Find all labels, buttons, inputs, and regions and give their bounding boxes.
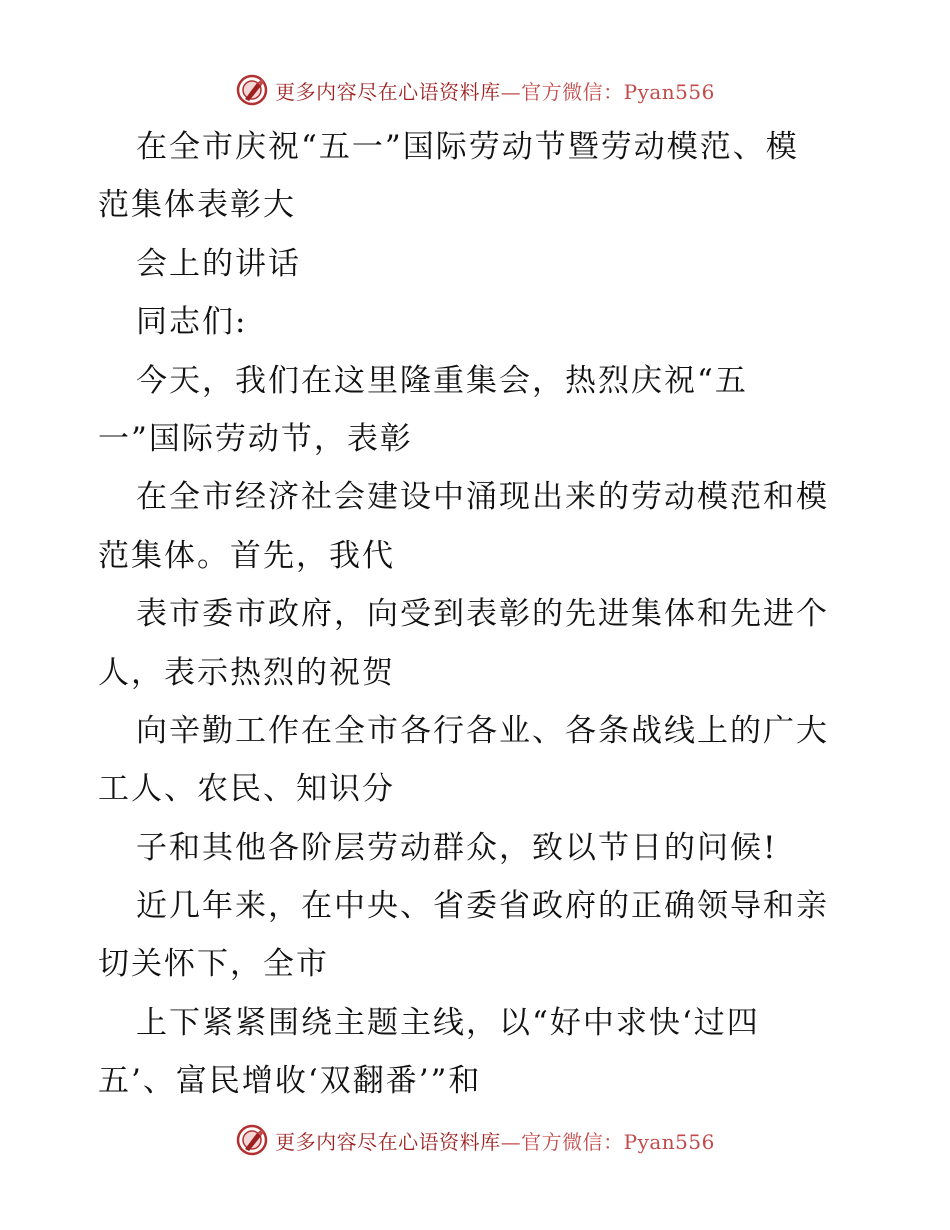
text-line: 一”国际劳动节，表彰 — [98, 420, 413, 457]
watermark-text — [275, 1126, 715, 1155]
watermark-dash: — — [500, 1129, 522, 1154]
text-line: 在全市经济社会建设中涌现出来的劳动模范和模 — [136, 479, 829, 516]
watermark-wechat-id: Pyan556 — [623, 1129, 715, 1154]
text-line: 近几年来，在中央、省委省政府的正确领导和亲 — [136, 888, 829, 925]
text-line: 切关怀下，全市 — [98, 946, 329, 983]
text-line: 今天，我们在这里隆重集会，热烈庆祝“五 — [136, 362, 748, 399]
text-line: 在全市庆祝“五一”国际劳动节暨劳动模范、模 — [136, 129, 799, 165]
watermark-wechat-id: Pyan556 — [623, 79, 715, 104]
watermark-site-text: 更多内容尽在心语资料库 — [275, 1129, 501, 1154]
pen-nib-logo-icon — [235, 73, 269, 107]
text-line: 同志们: — [136, 304, 248, 341]
document-body — [98, 118, 868, 1111]
text-line: 会上的讲话 — [136, 245, 301, 282]
text-line: 五’、富民增收‘双翻番’”和 — [98, 1063, 482, 1100]
pen-nib-logo-icon — [235, 1123, 269, 1157]
watermark-header — [0, 70, 950, 110]
watermark-site-text: 更多内容尽在心语资料库 — [275, 79, 501, 104]
text-line: 表市委市政府，向受到表彰的先进集体和先进个 — [136, 596, 829, 633]
watermark-dash: — — [500, 79, 522, 104]
text-line: 上下紧紧围绕主题主线，以“好中求快‘过四 — [136, 1004, 760, 1041]
watermark-footer — [0, 1120, 950, 1160]
text-line: 范集体表彰大 — [98, 187, 296, 224]
watermark-text — [275, 76, 715, 105]
text-line: 范集体。首先，我代 — [98, 537, 395, 574]
text-line: 子和其他各阶层劳动群众，致以节日的问候! — [136, 829, 778, 866]
text-line: 工人、农民、知识分 — [98, 771, 395, 808]
watermark-official-text: 官方微信： — [521, 1129, 624, 1154]
watermark-official-text: 官方微信： — [521, 79, 624, 104]
text-line: 向辛勤工作在全市各行各业、各条战线上的广大 — [136, 712, 829, 749]
text-line: 人，表示热烈的祝贺 — [98, 654, 395, 691]
